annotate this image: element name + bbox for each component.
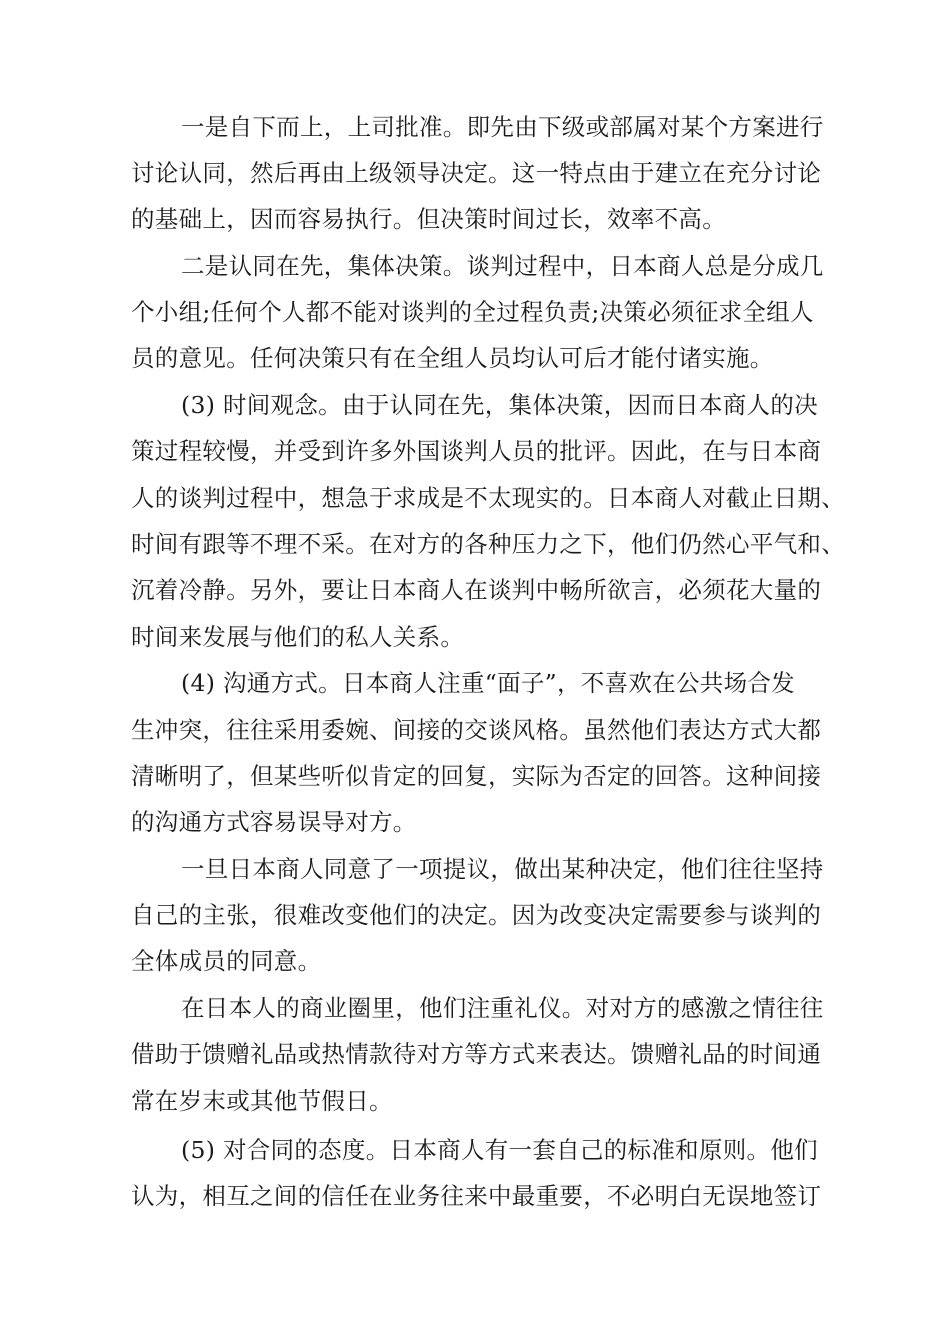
- text-line: (4) 沟通方式。日本商人注重“面子”，不喜欢在公共场合发: [181, 669, 795, 697]
- text-line: 借助于馈赠礼品或热情款待对方等方式来表达。馈赠礼品的时间通: [131, 1040, 822, 1068]
- text-line: 在日本人的商业圈里，他们注重礼仪。对对方的感激之情往往: [181, 994, 824, 1022]
- text-line: 认为，相互之间的信任在业务往来中最重要，不必明白无误地签订: [131, 1182, 822, 1210]
- text-line: 沉着冷静。另外，要让日本商人在谈判中畅所欲言，必须花大量的: [131, 576, 822, 604]
- text-line: 自己的主张，很难改变他们的决定。因为改变决定需要参与谈判的: [131, 901, 822, 929]
- text-line: 一是自下而上，上司批准。即先由下级或部属对某个方案进行: [181, 113, 824, 141]
- text-line: 人的谈判过程中，想急于求成是不太现实的。日本商人对截止日期、: [131, 484, 845, 512]
- text-line: 二是认同在先，集体决策。谈判过程中，日本商人总是分成几: [181, 252, 824, 280]
- text-line: 生冲突，往往采用委婉、间接的交谈风格。虽然他们表达方式大都: [131, 716, 822, 744]
- text-line: 策过程较慢，并受到许多外国谈判人员的批评。因此，在与日本商: [131, 437, 822, 465]
- text-line: 个小组;任何个人都不能对谈判的全过程负责;决策必须征求全组人: [131, 298, 814, 326]
- text-line: 讨论认同，然后再由上级领导决定。这一特点由于建立在充分讨论: [131, 159, 822, 187]
- text-line: 常在岁末或其他节假日。: [131, 1087, 393, 1115]
- text-line: 一旦日本商人同意了一项提议，做出某种决定，他们往往坚持: [181, 855, 824, 883]
- text-line: 的基础上，因而容易执行。但决策时间过长，效率不高。: [131, 205, 726, 233]
- text-line: 全体成员的同意。: [131, 947, 322, 975]
- text-line: (5) 对合同的态度。日本商人有一套自己的标准和原则。他们: [181, 1136, 818, 1164]
- text-line: (3) 时间观念。由于认同在先，集体决策，因而日本商人的决: [181, 391, 818, 419]
- text-line: 时间来发展与他们的私人关系。: [131, 623, 465, 651]
- text-line: 时间有跟等不理不采。在对方的各种压力之下，他们仍然心平气和、: [131, 530, 845, 558]
- text-line: 的沟通方式容易误导对方。: [131, 808, 417, 836]
- text-line: 清晰明了，但某些听似肯定的回复，实际为否定的回答。这种间接: [131, 762, 822, 790]
- text-line: 员的意见。任何决策只有在全组人员均认可后才能付诸实施。: [131, 344, 774, 372]
